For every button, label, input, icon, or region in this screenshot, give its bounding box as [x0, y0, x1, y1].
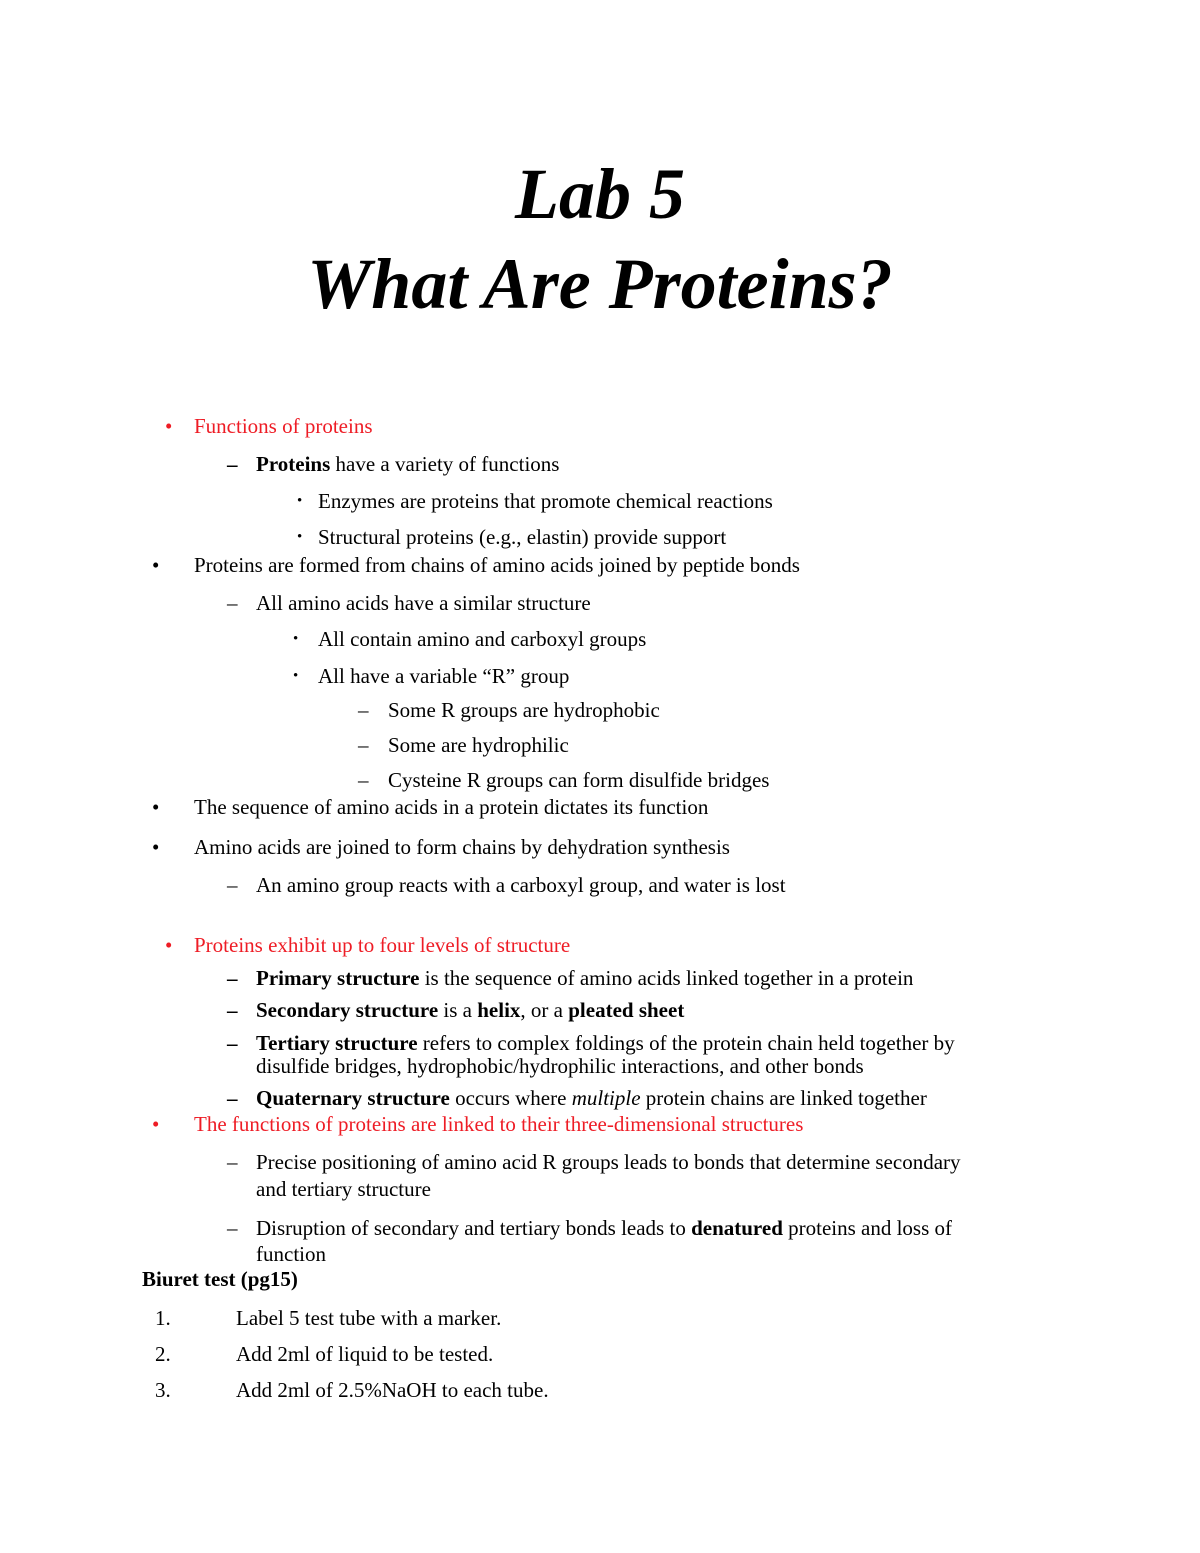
dash-icon: –: [227, 591, 238, 615]
dash-icon: –: [227, 998, 238, 1022]
title-lab-number: Lab 5: [515, 154, 685, 234]
dash-icon: –: [358, 698, 369, 722]
section-heading-biuret: Biuret test (pg15): [142, 1267, 298, 1291]
bullet-icon: •: [293, 631, 299, 647]
bullet-icon: •: [152, 835, 160, 859]
dash-icon: –: [227, 452, 238, 476]
title-main: What Are Proteins?: [307, 244, 893, 324]
dash-icon: –: [358, 733, 369, 757]
bullet-icon: •: [293, 668, 299, 684]
bullet-icon: •: [297, 529, 303, 545]
step-number: 1.: [155, 1306, 171, 1330]
bullet-icon: •: [165, 414, 173, 438]
bullet-icon: •: [152, 795, 160, 819]
bullet-icon: •: [297, 493, 303, 509]
bullet-icon: •: [152, 553, 160, 577]
document-page: Lab 5 What Are Proteins? • Functions of proteins – Proteins have a variety of functions • Enzymes are proteins that promote chemical reactions • Structural proteins (e.g., elastin) provide support • Proteins are formed from chains of amino acids joined by peptide bonds – All amino acids have a similar structure • All contain amino and carboxyl groups • All have a variable “R” group – Some R groups are hydrophobic – Some are hydrophilic – Cysteine R groups can form disulfide bridges • The sequence of amino acids in a protein dictates its function • Amino acids are joined to form chains by dehydration synthesis – An amino group reacts with a carboxyl group, and water is lost • Proteins exhibit up to four levels of structure – Primary structure is the sequence of amino acids linked together in a protein – Secondary structure is a helix, or a pleated sheet – Tertiary structure refers to complex foldings of the protein chain held together by disulfide bridges, hydrophobic/hydrophilic interactions, and other bonds – Quaternary structure occurs where multiple protein chains are linked together • The functions of proteins are linked to their three-dimensional structures – Precise positioning of amino acid R groups leads to bonds that determine secondary and tertiary structure – Disruption of secondary and tertiary bonds leads to denatured proteins and loss of function Biuret test (pg15) 1. Label 5 test tube with a marker. 2. Add 2ml of liquid to be tested. 3. Add 2ml of 2.5%NaOH to each tube.: [0, 0, 1200, 1553]
step-number: 3.: [155, 1378, 171, 1402]
bullet-icon: •: [165, 933, 173, 957]
dash-icon: –: [358, 768, 369, 792]
dash-icon: –: [227, 1031, 238, 1055]
dash-icon: –: [227, 966, 238, 990]
step-number: 2.: [155, 1342, 171, 1366]
dash-icon: –: [227, 1216, 238, 1240]
bullet-icon: •: [152, 1112, 160, 1136]
dash-icon: –: [227, 873, 238, 897]
dash-icon: –: [227, 1086, 238, 1110]
dash-icon: –: [227, 1150, 238, 1174]
